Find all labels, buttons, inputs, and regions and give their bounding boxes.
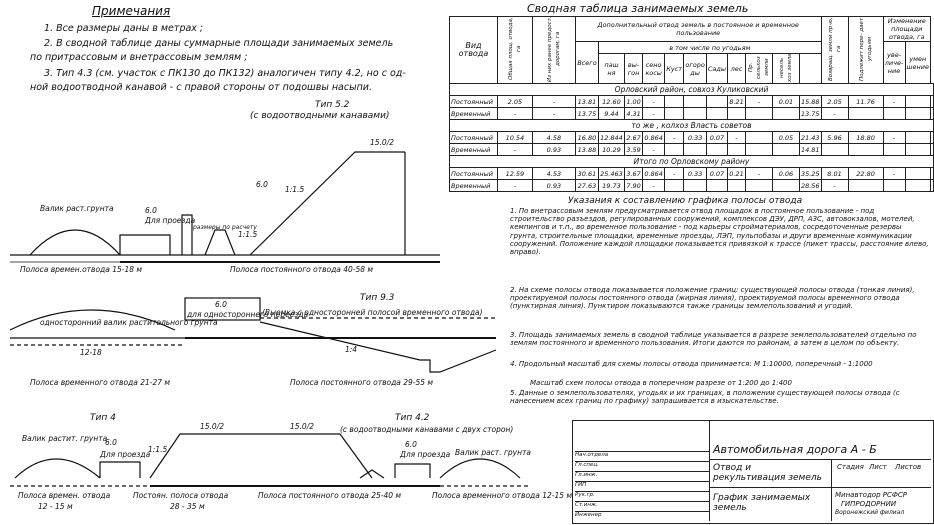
table-cell: 5.96	[821, 132, 848, 144]
table-cell: 4.31	[624, 108, 643, 120]
stamp-title: Автомобильная дорога А - Б	[713, 443, 877, 456]
table-cell: -	[664, 168, 683, 180]
table-cell: -	[728, 132, 746, 144]
stamp-org1: Минавтодор РСФСР	[835, 491, 907, 499]
table-cell: 22.80	[848, 168, 883, 180]
table-cell: 4.58	[532, 132, 575, 144]
type93-sub: (Выемка с односторонней полосой временного отвода)	[262, 308, 483, 317]
table-cell: -	[745, 168, 772, 180]
th-incl: в том числе по угодьям	[599, 42, 821, 54]
note-2: 2. В сводной таблице даны суммарные площади занимаемых земель	[44, 38, 394, 49]
table-cell: 10.54	[497, 132, 532, 144]
table-cell: 25.463	[600, 169, 623, 178]
th-les: лес	[728, 54, 746, 84]
table-cell: 2.05	[821, 96, 848, 108]
stamp-sub1: Отвод и рекультивация земель	[713, 463, 822, 483]
type42-w1: Полоса постоянного отвода 25-40 м	[258, 491, 402, 500]
note-1: 1. Все размеры даны в метрах ;	[44, 23, 204, 34]
th-uvel: уве- личе- ние	[883, 42, 905, 84]
table-cell: -	[497, 180, 532, 192]
table-cell: 13.75	[800, 109, 820, 118]
row-type: Временный	[450, 180, 498, 192]
title-block	[572, 420, 934, 524]
table-cell: 0.864	[644, 133, 663, 142]
th-total: Общая площ. отвода, га	[497, 17, 532, 84]
table-cell: 10.29	[599, 144, 625, 156]
instr-4: 4. Продольный масштаб для схемы полосы отвода принимается: М 1:10000, поперечный - 1:1000	[510, 360, 873, 368]
th-ogor: огоро ды	[684, 54, 706, 84]
table-cell: 0.06	[772, 168, 799, 180]
table-cell: -	[883, 96, 905, 108]
type4-d1: 6.0	[105, 438, 117, 447]
table-cell: 13.75	[575, 108, 598, 120]
section-caption: то же , колхоз Власть советов	[450, 120, 934, 132]
instr-4b: Масштаб схем полосы отвода в поперечном разрезе от 1:200 до 1:400	[530, 379, 792, 387]
table-cell: 13.81	[575, 96, 598, 108]
table-cell: -	[643, 108, 665, 120]
table-cell: 18.80	[848, 132, 883, 144]
type4-w2: Постоян. полоса отвода	[133, 491, 229, 500]
stamp-col1: Стадия	[837, 463, 864, 471]
table-cell: 12.59	[497, 168, 532, 180]
table-cell: 0.33	[684, 168, 706, 180]
type52-s1: 1:1.5	[285, 185, 305, 194]
table-cell: 0.01	[772, 96, 799, 108]
note-2b: по притрассовым и внетрассовым землям ;	[30, 52, 248, 63]
table-cell: 11.76	[848, 96, 883, 108]
instr-5: 5. Данные о землепользователях, угодьях и их границах, в положении существующей полосы отвода (с нанесением всех границ по графику) запрашивается в изыскательстве.	[510, 389, 900, 406]
section-caption: Итого по Орловскому району	[450, 156, 934, 168]
table-cell: 35.25	[800, 169, 820, 178]
type93-d1: 6.0	[215, 300, 227, 309]
table-cell: 0.07	[706, 132, 727, 144]
table-cell: 21.43	[800, 133, 820, 142]
type52-d1: 6.0	[145, 206, 157, 215]
row-type: Постоянный	[450, 168, 498, 180]
table-cell: 13.88	[575, 144, 598, 156]
stamp-sub2: График занимаемых земель	[713, 493, 811, 513]
type93-l1: односторонний валик растительного грунта	[40, 318, 218, 327]
summary-title: Сводная таблица занимаемых земель	[527, 2, 749, 15]
notes-title: Примечания	[92, 4, 171, 18]
type52-l3: размеры по расчету	[193, 224, 257, 231]
th-addl: Дополнительный отвод земель в постоянное и временное пользование	[575, 17, 821, 42]
stamp-role: Гл.инж.	[575, 471, 709, 478]
th-vsego: Всего	[575, 42, 598, 84]
table-cell: 8.01	[821, 168, 848, 180]
type52-sub: (с водоотводными канавами)	[250, 111, 390, 121]
stamp-col2: Лист	[869, 463, 887, 471]
table-cell: -	[883, 132, 905, 144]
table-cell: -	[643, 96, 665, 108]
table-cell: 16.80	[575, 132, 598, 144]
table-cell: 27.63	[575, 180, 598, 192]
table-cell: -	[497, 108, 532, 120]
table-cell: 8.21	[729, 97, 744, 106]
th-pash: паш ня	[599, 54, 625, 84]
row-type: Временный	[450, 108, 498, 120]
type4-w1b: 12 - 15 м	[38, 502, 73, 511]
th-nesel: несель хоз земли	[772, 54, 799, 84]
table-cell: 1.00	[624, 96, 643, 108]
table-cell: -	[745, 96, 772, 108]
table-cell: 4.53	[532, 168, 575, 180]
table-cell: 0.33	[684, 132, 706, 144]
table-cell: -	[821, 180, 848, 192]
table-cell: 28.56	[800, 181, 820, 190]
table-cell: -	[821, 108, 848, 120]
table-cell: -	[883, 168, 905, 180]
th-sad: Сады	[706, 54, 727, 84]
row-type: Временный	[450, 144, 498, 156]
table-cell: -	[532, 108, 575, 120]
instr-2: 2. На схеме полосы отвода показывается положение границ: существующей полосы отвода (тонкая линия), проектируемой полосы постоянного отвода (жирная линия), проектируемой полосы временного отвода (пунктирная линия). Пунктиром показываются также границы землепользований и угодий.	[510, 286, 915, 311]
table-cell: 9.44	[599, 108, 625, 120]
table-cell: 14.81	[800, 145, 820, 154]
type4-s: 1:1.5	[148, 445, 168, 454]
table-cell: -	[497, 144, 532, 156]
th-dr: Пр. сельхоз земли	[745, 54, 772, 84]
type52-l1: Валик раст.грунта	[40, 204, 114, 213]
th-change: Изменение площади отвода, га	[883, 17, 930, 42]
type93-w1: Полоса временного отвода 21-27 м	[30, 378, 171, 387]
type52-h: 6.0	[256, 180, 268, 189]
stamp-org2: ГИПРОДОРНИИ	[841, 500, 897, 508]
table-cell: -	[643, 180, 665, 192]
stamp-role: Нач.отдела	[575, 451, 709, 458]
type93-s: 1:4	[345, 345, 358, 354]
th-sen: сено косы	[643, 54, 665, 84]
type52-title: Тип 5.2	[315, 100, 350, 110]
table-cell: -	[532, 96, 575, 108]
th-returned: Возвращ. земли пр-ю, га	[821, 17, 848, 84]
instr-1: 1. По внетрассовым землям предусматривается отвод площадок в постоянное пользование - под строительство разъездов, регулированных сооружений, комплексов ДЭУ, ДРП, АЗС, автовокзалов, мотелей, кемпингов и т.п., во временное пользование - под карьеры стройматериалов, сосредоточенные резервы грунта, строительные площадки, временные проезды, ЛЭП, пульпобазы и други временные коммуникации сооружений. Положение каждой площадки показывается привязкой к трассе (пикет трассы, расстояние влево, вправо).	[510, 207, 929, 257]
type52-s2: 1:1.5	[238, 230, 258, 239]
type93-title: Тип 9.3	[360, 293, 395, 303]
table-cell: -	[643, 144, 665, 156]
type42-sub: (с водоотводными канавами с двух сторон)	[340, 425, 514, 434]
type4-w2b: 28 - 35 м	[170, 502, 205, 511]
type4-d2: 15.0/2	[200, 422, 224, 431]
table-cell: 2.05	[497, 96, 532, 108]
th-vygon: вы- гон	[624, 54, 643, 84]
type4-title: Тип 4	[90, 413, 116, 423]
table-cell: 19.73	[599, 180, 625, 192]
table-cell: 0.05	[772, 132, 799, 144]
type42-title: Тип 4.2	[395, 413, 430, 423]
type42-l1: Для проезда	[400, 450, 451, 459]
stamp-role: Ст.инж.	[575, 501, 709, 508]
th-prev: Из них ранее предост. дорогам, га	[532, 17, 575, 84]
type4-w1: Полоса времен. отвода	[18, 491, 111, 500]
type4-l2: Для проезда	[100, 450, 151, 459]
table-cell: 0.21	[729, 169, 744, 178]
instr-3: 3. Площадь занимаемых земель в сводной таблице указывается в разрезе землепользователей отдельно по землям постоянного и временного пользования. Итоги даются по районам, а затем в целом по объекту.	[510, 331, 917, 348]
type52-l2: Для проезда	[145, 216, 196, 225]
table-cell: 0.93	[532, 180, 575, 192]
note-3: 3. Тип 4.3 (см. участок с ПК130 до ПК132) аналогичен типу 4.2, но с од-	[44, 68, 406, 79]
th-trans: Подлежит пере- дает угодьям	[848, 17, 883, 84]
type52-w2: Полоса постоянного отвода 40-58 м	[230, 265, 374, 274]
note-3b: ной водоотводной канавой - с правой стороны от подошвы насыпи.	[30, 82, 372, 93]
row-type: Постоянный	[450, 96, 498, 108]
type52-d2: 15.0/2	[370, 138, 394, 147]
table-cell: 12.844	[600, 133, 623, 142]
table-cell: 30.61	[575, 168, 598, 180]
stamp-org3: Воронежский филиал	[835, 509, 905, 516]
type93-l2: для одностороннего переезда	[187, 310, 309, 319]
th-umen: умен шение	[905, 42, 930, 84]
row-type: Постоянный	[450, 132, 498, 144]
stamp-role: Рук.гр.	[575, 491, 709, 498]
th-type: Вид отвода	[450, 17, 498, 84]
type93-d2: 12-18	[80, 348, 102, 357]
table-cell: 0.07	[706, 168, 727, 180]
type42-w2: Полоса временного отвода 12-15 м	[432, 491, 573, 500]
instructions-title: Указания к составлению графика полосы отвода	[568, 196, 803, 206]
type42-d1: 15.0/2	[290, 422, 314, 431]
table-cell: 2.67	[624, 132, 643, 144]
table-cell: 0.93	[532, 144, 575, 156]
table-cell: 7.90	[624, 180, 643, 192]
type42-d2: 6.0	[405, 440, 417, 449]
table-cell: 0.864	[644, 169, 663, 178]
stamp-role: Инженер	[575, 511, 709, 518]
table-cell: 3.67	[624, 168, 643, 180]
table-cell: 12.60	[599, 96, 625, 108]
type4-l1: Валик растит. грунта	[22, 434, 108, 443]
stamp-role: Гл.спец.	[575, 461, 709, 468]
table-cell: -	[664, 132, 683, 144]
table-cell: 3.59	[624, 144, 643, 156]
th-kus: Куст	[664, 54, 683, 84]
table-cell: 15.88	[800, 97, 820, 106]
type42-l2: Валик раст. грунта	[455, 448, 531, 457]
type52-w1: Полоса времен.отвода 15-18 м	[20, 265, 143, 274]
stamp-col3: Листов	[895, 463, 922, 471]
stamp-role: ГИП	[575, 481, 709, 488]
section-caption: Орловский район, совхоз Куликовский	[450, 84, 934, 96]
type93-w2: Полоса постоянного отвода 29-55 м	[290, 378, 434, 387]
